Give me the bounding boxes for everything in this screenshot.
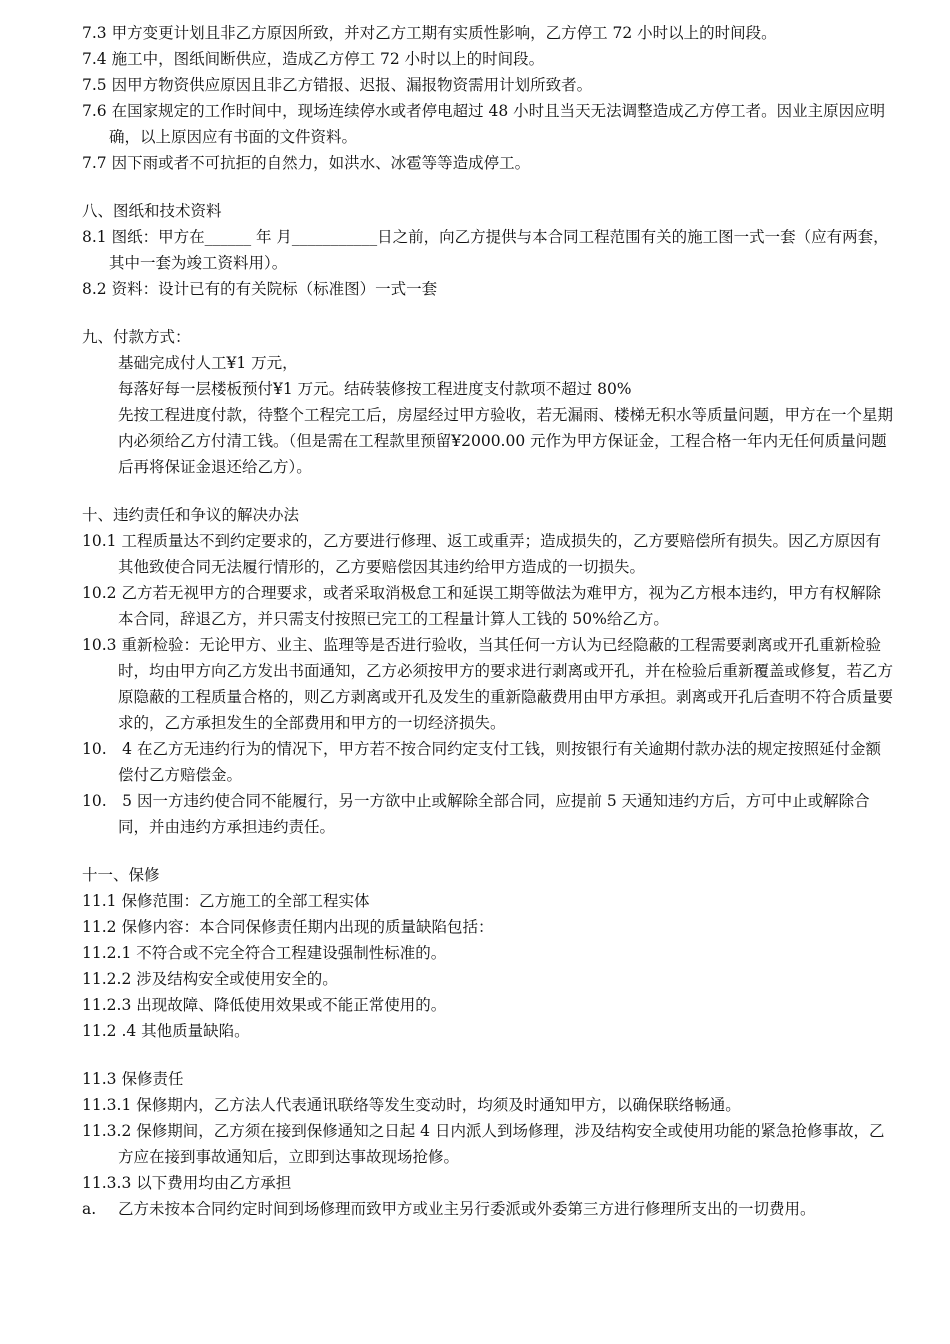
clause-11-3-heading: 11.3 保修责任 [82,1070,184,1088]
section-10-heading: 十、违约责任和争议的解决办法 [82,506,300,524]
list-item-text: 乙方未按本合同约定时间到场修理而致甲方或业主另行委派或外委第三方进行修理所支出的一切费用。 [118,1200,816,1218]
contract-body [82,20,894,1222]
clause-11-2-4: 11.2 .4 其他质量缺陷。 [82,1022,250,1040]
payment-item-3: 先按工程进度付款，待整个工程完工后，房屋经过甲方验收，若无漏雨、楼梯无积水等质量问题，甲方在一个星期内必须给乙方付清工钱。（但是需在工程款里预留¥2000.00 元作为甲方保证金，工程合格一年内无任何质量问题后再将保证金退还给乙方）。 [118,406,894,476]
clause-10-4: 10. 4 在乙方无违约行为的情况下，甲方若不按合同约定支付工钱，则按银行有关逾期付款办法的规定按照延付金额偿付乙方赔偿金。 [82,740,881,784]
clause-7-3: 7.3 甲方变更计划且非乙方原因所致，并对乙方工期有实质性影响，乙方停工 72 小时以上的时间段。 [82,24,777,42]
clause-7-4: 7.4 施工中，图纸间断供应，造成乙方停工 72 小时以上的时间段。 [82,50,545,68]
clause-11-3-1: 11.3.1 保修期内，乙方法人代表通讯联络等发生变动时，均须及时通知甲方，以确保联络畅通。 [82,1096,741,1114]
clause-10-3: 10.3 重新检验：无论甲方、业主、监理等是否进行验收，当其任何一方认为已经隐蔽的工程需要剥离或开孔重新检验时，均由甲方向乙方发出书面通知，乙方必须按甲方的要求进行剥离或开孔，并在检验后重新覆盖或修复，若乙方原隐蔽的工程质量合格的，则乙方剥离或开孔及发生的重新隐蔽费用由甲方承担。剥离或开孔后查明不符合质量要求的，乙方承担发生的全部费用和甲方的一切经济损失。 [82,636,894,732]
clause-11-2-3: 11.2.3 出现故障、降低使用效果或不能正常使用的。 [82,996,447,1014]
clause-11-3-3: 11.3.3 以下费用均由乙方承担 [82,1174,292,1192]
clause-11-2: 11.2 保修内容：本合同保修责任期内出现的质量缺陷包括： [82,918,494,936]
clause-7-7: 7.7 因下雨或者不可抗拒的自然力，如洪水、冰雹等等造成停工。 [82,154,531,172]
section-9-heading: 九、付款方式： [82,328,191,346]
clause-10-2: 10.2 乙方若无视甲方的合理要求，或者采取消极怠工和延误工期等做法为难甲方，视为乙方根本违约，甲方有权解除本合同，辞退乙方，并只需支付按照已完工的工程量计算人工钱的 50%给乙方。 [82,584,881,628]
clause-10-5: 10. 5 因一方违约使合同不能履行，另一方欲中止或解除全部合同，应提前 5 天通知违约方后，方可中止或解除合同，并由违约方承担违约责任。 [82,792,870,836]
clause-11-3-2: 11.3.2 保修期间，乙方须在接到保修通知之日起 4 日内派人到场修理，涉及结构安全或使用功能的紧急抢修事故，乙方应在接到事故通知后，立即到达事故现场抢修。 [82,1122,885,1166]
payment-item-1: 基础完成付人工¥1 万元， [118,354,298,372]
clause-11-1: 11.1 保修范围：乙方施工的全部工程实体 [82,892,370,910]
clause-11-2-2: 11.2.2 涉及结构安全或使用安全的。 [82,970,338,988]
clause-7-6: 7.6 在国家规定的工作时间中，现场连续停水或者停电超过 48 小时且当天无法调整造成乙方停工者。因业主原因应明确，以上原因应有书面的文件资料。 [82,102,886,146]
clause-8-2: 8.2 资料：设计已有的有关院标（标准图）一式一套 [82,280,438,298]
payment-item-2: 每落好每一层楼板预付¥1 万元。结砖装修按工程进度支付款项不超过 80% [118,380,632,398]
section-11-heading: 十一、保修 [82,866,160,884]
clause-10-1: 10.1 工程质量达不到约定要求的，乙方要进行修理、返工或重弄；造成损失的，乙方要赔偿所有损失。因乙方原因有其他致使合同无法履行情形的，乙方要赔偿因其违约给甲方造成的一切损失。 [82,532,881,576]
clause-11-2-1: 11.2.1 不符合或不完全符合工程建设强制性标准的。 [82,944,447,962]
clause-7-5: 7.5 因甲方物资供应原因且非乙方错报、迟报、漏报物资需用计划所致者。 [82,76,593,94]
clause-11-3-3-a [82,1196,894,1222]
list-marker: a. [82,1200,97,1218]
section-8-heading: 八、图纸和技术资料 [82,202,222,220]
clause-8-1: 8.1 图纸：甲方在______ 年 月___________日之前，向乙方提供与本合同工程范围有关的施工图一式一套（应有两套，其中一套为竣工资料用）。 [82,228,889,272]
